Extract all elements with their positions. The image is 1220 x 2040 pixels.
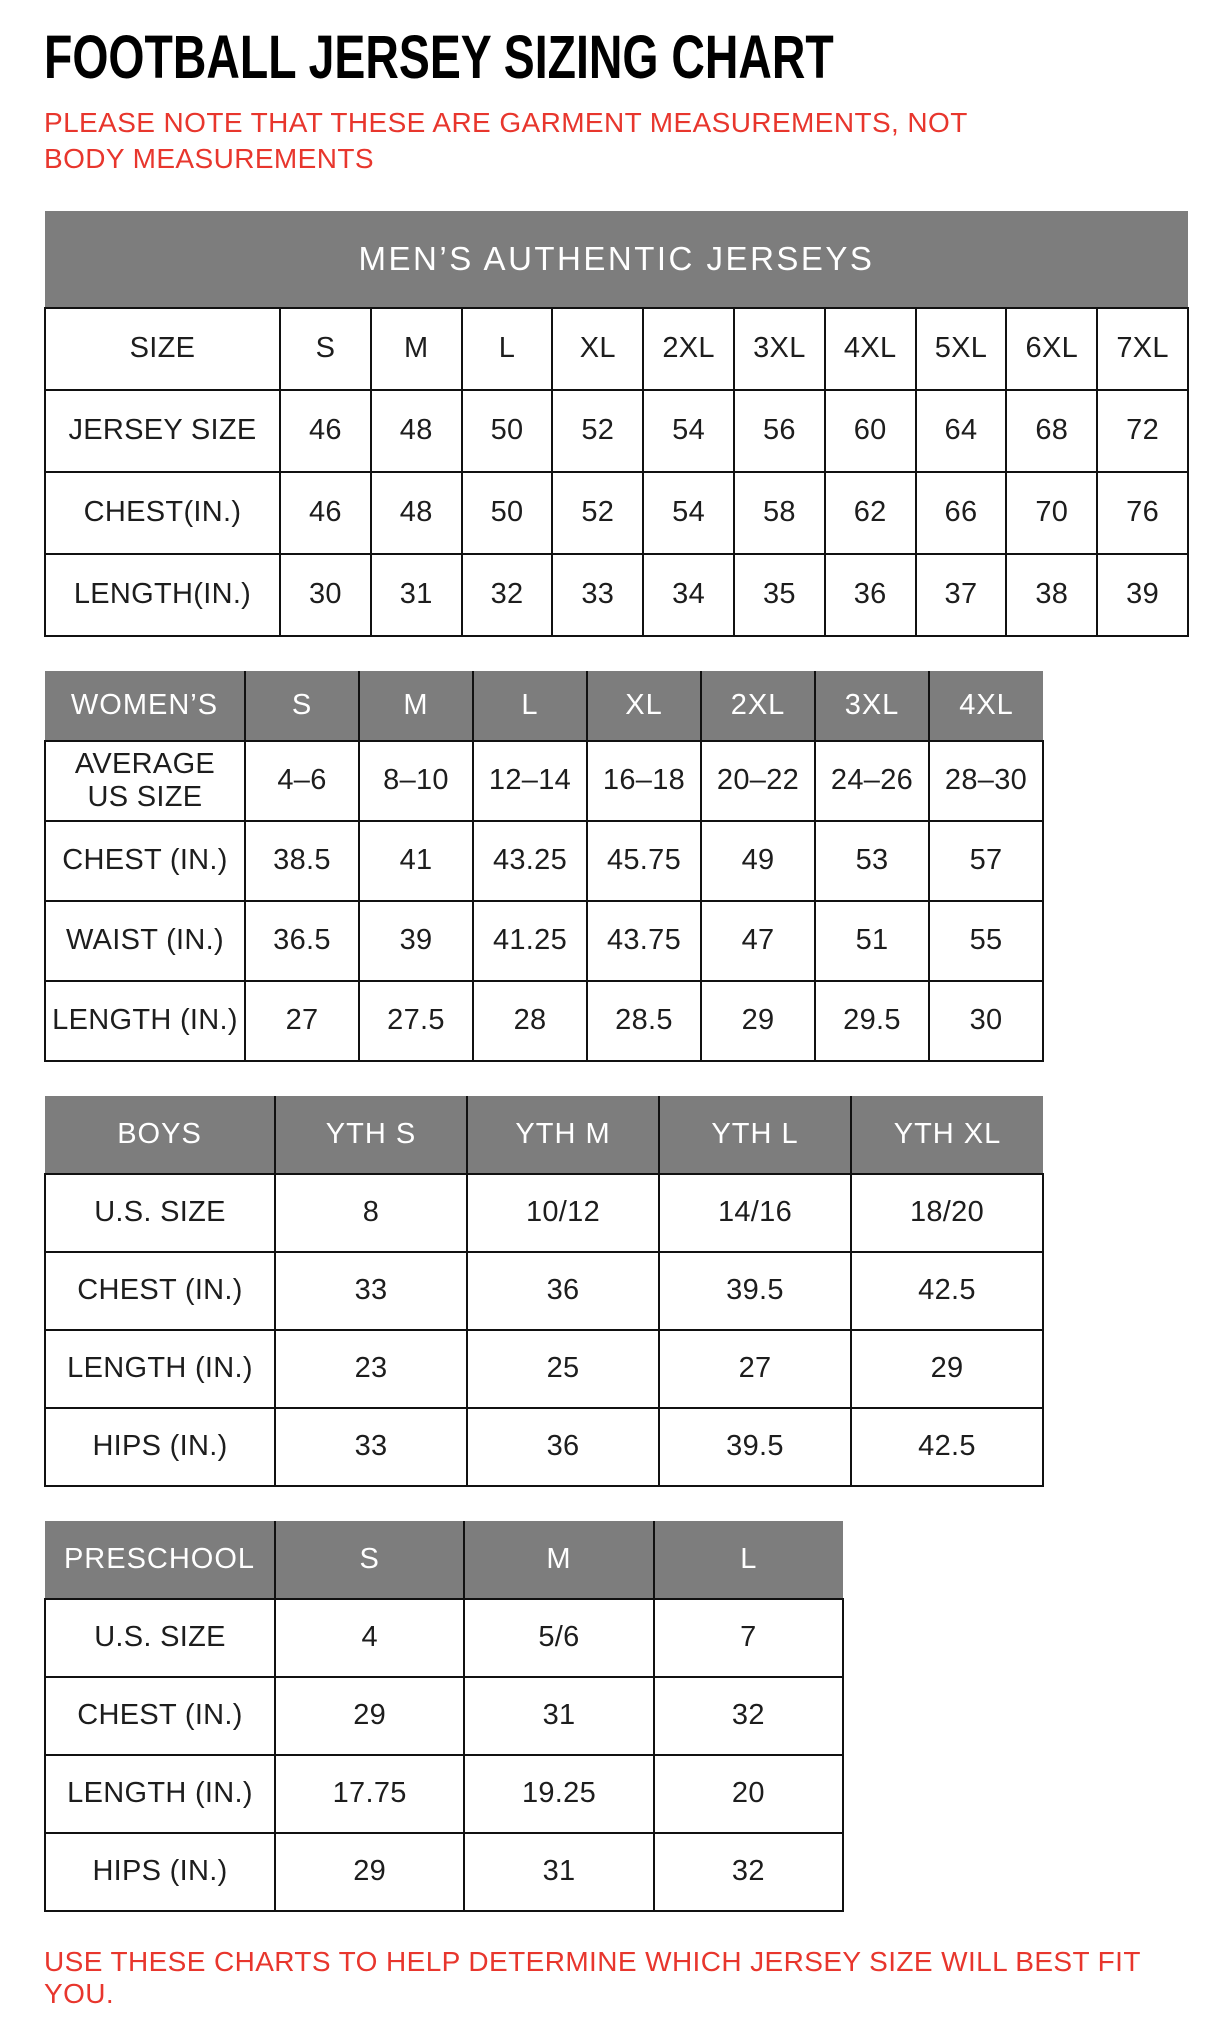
table-row bbox=[45, 1408, 1043, 1486]
value-cell: 28 bbox=[473, 981, 587, 1061]
value-cell: 30 bbox=[929, 981, 1043, 1061]
value-cell: 32 bbox=[654, 1833, 843, 1911]
header-label: WOMEN’S bbox=[45, 671, 245, 741]
row-label: AVERAGE US SIZE bbox=[45, 741, 245, 821]
footer-note: USE THESE CHARTS TO HELP DETERMINE WHICH JERSEY SIZE WILL BEST FIT YOU. bbox=[44, 1945, 1141, 2009]
value-cell: 46 bbox=[280, 472, 371, 554]
row-label: LENGTH (IN.) bbox=[45, 1755, 275, 1833]
value-cell: 29 bbox=[851, 1330, 1043, 1408]
value-cell: 20–22 bbox=[701, 741, 815, 821]
value-cell: 29.5 bbox=[815, 981, 929, 1061]
value-cell: 17.75 bbox=[275, 1755, 464, 1833]
value-cell: 76 bbox=[1097, 472, 1188, 554]
womens-sizing-table bbox=[44, 671, 1044, 1062]
table-row bbox=[45, 1252, 1043, 1330]
value-cell: 54 bbox=[643, 472, 734, 554]
value-cell: 23 bbox=[275, 1330, 467, 1408]
header-cell: YTH L bbox=[659, 1096, 851, 1174]
row-label: HIPS (IN.) bbox=[45, 1408, 275, 1486]
value-cell: 46 bbox=[280, 390, 371, 472]
header-label: BOYS bbox=[45, 1096, 275, 1174]
value-cell: 16–18 bbox=[587, 741, 701, 821]
header-cell: M bbox=[464, 1521, 653, 1599]
value-cell: 33 bbox=[552, 554, 643, 636]
value-cell: 4 bbox=[275, 1599, 464, 1677]
value-cell: 27 bbox=[245, 981, 359, 1061]
value-cell: 18/20 bbox=[851, 1174, 1043, 1252]
value-cell: 43.75 bbox=[587, 901, 701, 981]
value-cell: 72 bbox=[1097, 390, 1188, 472]
value-cell: 48 bbox=[371, 472, 462, 554]
row-label: SIZE bbox=[45, 308, 280, 390]
value-cell: 24–26 bbox=[815, 741, 929, 821]
value-cell: 34 bbox=[643, 554, 734, 636]
value-cell: 66 bbox=[916, 472, 1007, 554]
value-cell: 68 bbox=[1006, 390, 1097, 472]
value-cell: 31 bbox=[464, 1677, 653, 1755]
value-cell: 70 bbox=[1006, 472, 1097, 554]
row-label: JERSEY SIZE bbox=[45, 390, 280, 472]
header-cell: L bbox=[654, 1521, 843, 1599]
row-label: CHEST(IN.) bbox=[45, 472, 280, 554]
table-row bbox=[45, 554, 1188, 636]
table-header-row bbox=[45, 671, 1043, 741]
value-cell: 12–14 bbox=[473, 741, 587, 821]
value-cell: 4–6 bbox=[245, 741, 359, 821]
value-cell: 32 bbox=[654, 1677, 843, 1755]
value-cell: 3XL bbox=[734, 308, 825, 390]
value-cell: 48 bbox=[371, 390, 462, 472]
table-row bbox=[45, 1755, 843, 1833]
value-cell: 47 bbox=[701, 901, 815, 981]
value-cell: 39.5 bbox=[659, 1408, 851, 1486]
table-row bbox=[45, 1833, 843, 1911]
table-row bbox=[45, 1599, 843, 1677]
value-cell: L bbox=[462, 308, 553, 390]
value-cell: 29 bbox=[275, 1677, 464, 1755]
row-label: HIPS (IN.) bbox=[45, 1833, 275, 1911]
value-cell: 36.5 bbox=[245, 901, 359, 981]
header-cell: S bbox=[275, 1521, 464, 1599]
value-cell: 8–10 bbox=[359, 741, 473, 821]
page-title: FOOTBALL JERSEY SIZING CHART bbox=[44, 23, 834, 92]
table-row bbox=[45, 1677, 843, 1755]
value-cell: 35 bbox=[734, 554, 825, 636]
row-label: LENGTH (IN.) bbox=[45, 981, 245, 1061]
value-cell: 33 bbox=[275, 1408, 467, 1486]
value-cell: 43.25 bbox=[473, 821, 587, 901]
header-cell: M bbox=[359, 671, 473, 741]
table-row bbox=[45, 741, 1043, 821]
table-row bbox=[45, 821, 1043, 901]
value-cell: S bbox=[280, 308, 371, 390]
row-label: WAIST (IN.) bbox=[45, 901, 245, 981]
value-cell: 56 bbox=[734, 390, 825, 472]
value-cell: 41.25 bbox=[473, 901, 587, 981]
value-cell: 27 bbox=[659, 1330, 851, 1408]
value-cell: 5/6 bbox=[464, 1599, 653, 1677]
table-row bbox=[45, 1174, 1043, 1252]
value-cell: 30 bbox=[280, 554, 371, 636]
value-cell: 31 bbox=[464, 1833, 653, 1911]
value-cell: 57 bbox=[929, 821, 1043, 901]
value-cell: 42.5 bbox=[851, 1408, 1043, 1486]
row-label: LENGTH (IN.) bbox=[45, 1330, 275, 1408]
value-cell: 39 bbox=[1097, 554, 1188, 636]
header-cell: 4XL bbox=[929, 671, 1043, 741]
row-label: CHEST (IN.) bbox=[45, 1252, 275, 1330]
table-row bbox=[45, 308, 1188, 390]
row-label: CHEST (IN.) bbox=[45, 821, 245, 901]
value-cell: XL bbox=[552, 308, 643, 390]
header-cell: YTH S bbox=[275, 1096, 467, 1174]
row-label: U.S. SIZE bbox=[45, 1174, 275, 1252]
value-cell: 38 bbox=[1006, 554, 1097, 636]
value-cell: M bbox=[371, 308, 462, 390]
value-cell: 39.5 bbox=[659, 1252, 851, 1330]
table-row bbox=[45, 472, 1188, 554]
header-cell: YTH M bbox=[467, 1096, 659, 1174]
header-label: PRESCHOOL bbox=[45, 1521, 275, 1599]
value-cell: 31 bbox=[371, 554, 462, 636]
value-cell: 60 bbox=[825, 390, 916, 472]
value-cell: 36 bbox=[467, 1252, 659, 1330]
header-cell: XL bbox=[587, 671, 701, 741]
boys-sizing-table bbox=[44, 1096, 1044, 1487]
value-cell: 10/12 bbox=[467, 1174, 659, 1252]
value-cell: 49 bbox=[701, 821, 815, 901]
value-cell: 29 bbox=[275, 1833, 464, 1911]
row-label: CHEST (IN.) bbox=[45, 1677, 275, 1755]
value-cell: 52 bbox=[552, 390, 643, 472]
mens-authentic-jerseys-table bbox=[44, 211, 1189, 637]
header-cell: 2XL bbox=[701, 671, 815, 741]
value-cell: 25 bbox=[467, 1330, 659, 1408]
value-cell: 33 bbox=[275, 1252, 467, 1330]
value-cell: 7XL bbox=[1097, 308, 1188, 390]
table-header-row bbox=[45, 1096, 1043, 1174]
value-cell: 2XL bbox=[643, 308, 734, 390]
value-cell: 29 bbox=[701, 981, 815, 1061]
value-cell: 36 bbox=[467, 1408, 659, 1486]
value-cell: 19.25 bbox=[464, 1755, 653, 1833]
value-cell: 54 bbox=[643, 390, 734, 472]
value-cell: 36 bbox=[825, 554, 916, 636]
table-title: MEN’S AUTHENTIC JERSEYS bbox=[45, 211, 1188, 308]
preschool-sizing-table bbox=[44, 1521, 844, 1912]
value-cell: 28–30 bbox=[929, 741, 1043, 821]
value-cell: 50 bbox=[462, 472, 553, 554]
value-cell: 62 bbox=[825, 472, 916, 554]
header-cell: S bbox=[245, 671, 359, 741]
row-label: LENGTH(IN.) bbox=[45, 554, 280, 636]
table-header-row bbox=[45, 1521, 843, 1599]
table-row bbox=[45, 390, 1188, 472]
value-cell: 4XL bbox=[825, 308, 916, 390]
value-cell: 8 bbox=[275, 1174, 467, 1252]
value-cell: 53 bbox=[815, 821, 929, 901]
value-cell: 58 bbox=[734, 472, 825, 554]
row-label: U.S. SIZE bbox=[45, 1599, 275, 1677]
table-row bbox=[45, 981, 1043, 1061]
value-cell: 55 bbox=[929, 901, 1043, 981]
table-row bbox=[45, 1330, 1043, 1408]
garment-measurement-note: PLEASE NOTE THAT THESE ARE GARMENT MEASUREMENTS, NOT BODY MEASUREMENTS bbox=[44, 107, 968, 174]
value-cell: 45.75 bbox=[587, 821, 701, 901]
value-cell: 14/16 bbox=[659, 1174, 851, 1252]
header-cell: 3XL bbox=[815, 671, 929, 741]
value-cell: 32 bbox=[462, 554, 553, 636]
value-cell: 6XL bbox=[1006, 308, 1097, 390]
value-cell: 41 bbox=[359, 821, 473, 901]
header-cell: YTH XL bbox=[851, 1096, 1043, 1174]
table-row bbox=[45, 901, 1043, 981]
value-cell: 37 bbox=[916, 554, 1007, 636]
table-title-row bbox=[45, 211, 1188, 308]
value-cell: 28.5 bbox=[587, 981, 701, 1061]
value-cell: 39 bbox=[359, 901, 473, 981]
value-cell: 38.5 bbox=[245, 821, 359, 901]
value-cell: 51 bbox=[815, 901, 929, 981]
value-cell: 7 bbox=[654, 1599, 843, 1677]
value-cell: 64 bbox=[916, 390, 1007, 472]
value-cell: 42.5 bbox=[851, 1252, 1043, 1330]
value-cell: 27.5 bbox=[359, 981, 473, 1061]
value-cell: 20 bbox=[654, 1755, 843, 1833]
value-cell: 52 bbox=[552, 472, 643, 554]
header-cell: L bbox=[473, 671, 587, 741]
value-cell: 5XL bbox=[916, 308, 1007, 390]
value-cell: 50 bbox=[462, 390, 553, 472]
